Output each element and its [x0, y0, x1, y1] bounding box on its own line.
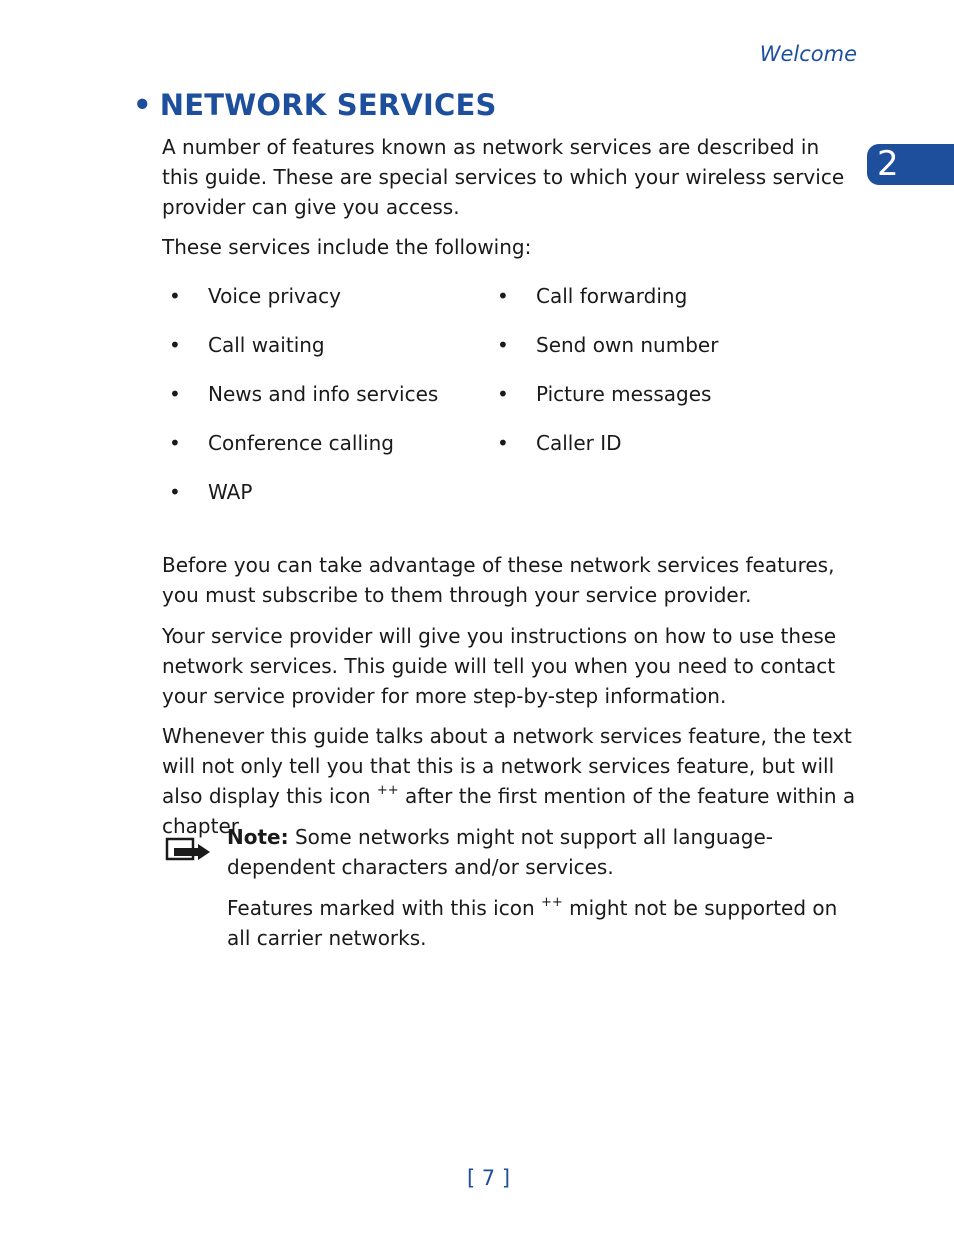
list-item [162, 480, 490, 504]
service-label: Send own number [536, 333, 719, 357]
list-item [162, 382, 490, 406]
list-row [162, 480, 852, 529]
bullet-mark: • [169, 431, 181, 455]
service-label: Call forwarding [536, 284, 688, 308]
bullet-mark: • [497, 382, 509, 406]
include-paragraph: These services include the following: [162, 235, 532, 259]
network-service-marker: ++ [541, 895, 563, 910]
intro-paragraph: A number of features known as network services are described in this guide. These are special services to which your wireless service provider can give you access. [162, 135, 845, 219]
bullet-mark: • [169, 333, 181, 357]
title-bullet: • [133, 88, 152, 122]
service-label: WAP [208, 480, 253, 504]
bullet-mark: • [169, 382, 181, 406]
service-label: Voice privacy [208, 284, 341, 308]
chapter-tab [867, 144, 954, 185]
subscribe-paragraph: Before you can take advantage of these network services features, you must subscribe to them through your service provider. [162, 553, 835, 607]
note-hand-icon [164, 834, 212, 866]
list-item [490, 284, 818, 308]
chapter-number: 2 [877, 144, 899, 184]
list-row [162, 333, 852, 382]
service-label: Picture messages [536, 382, 712, 406]
list-row [162, 431, 852, 480]
bullet-mark: • [497, 333, 509, 357]
note-label: Note: [227, 825, 289, 849]
title-text: NETWORK SERVICES [159, 88, 497, 122]
instructions-paragraph: Your service provider will give you instructions on how to use these network services. This guide will tell you when you need to contact your service provider for more step-by-step information. [162, 624, 837, 708]
list-row [162, 382, 852, 431]
icon-paragraph: Whenever this guide talks about a network services feature, the text will not only tell you that this is a network services feature, but will also display this icon ++ after the first mention of the feature within a chapter. [162, 724, 856, 838]
page-title [133, 88, 497, 122]
service-label: Caller ID [536, 431, 622, 455]
service-label: News and info services [208, 382, 439, 406]
service-label: Call waiting [208, 333, 325, 357]
list-item [162, 333, 490, 357]
list-item [162, 284, 490, 308]
list-row [162, 284, 852, 333]
note-block: Note: Some networks might not support all language-dependent characters and/or services. Features marked with this icon ++ might not be supported on all carrier networks. [227, 825, 838, 950]
list-item [490, 382, 818, 406]
bullet-mark: • [497, 431, 509, 455]
running-header: Welcome [759, 42, 857, 66]
list-item [490, 333, 818, 357]
bullet-mark: • [169, 480, 181, 504]
bullet-mark: • [169, 284, 181, 308]
services-list [162, 284, 852, 529]
service-label: Conference calling [208, 431, 394, 455]
list-item [162, 431, 490, 455]
network-service-marker: ++ [376, 783, 399, 798]
bullet-mark: • [497, 284, 509, 308]
page-number: [ 7 ] [466, 1166, 511, 1190]
list-item [490, 431, 818, 455]
